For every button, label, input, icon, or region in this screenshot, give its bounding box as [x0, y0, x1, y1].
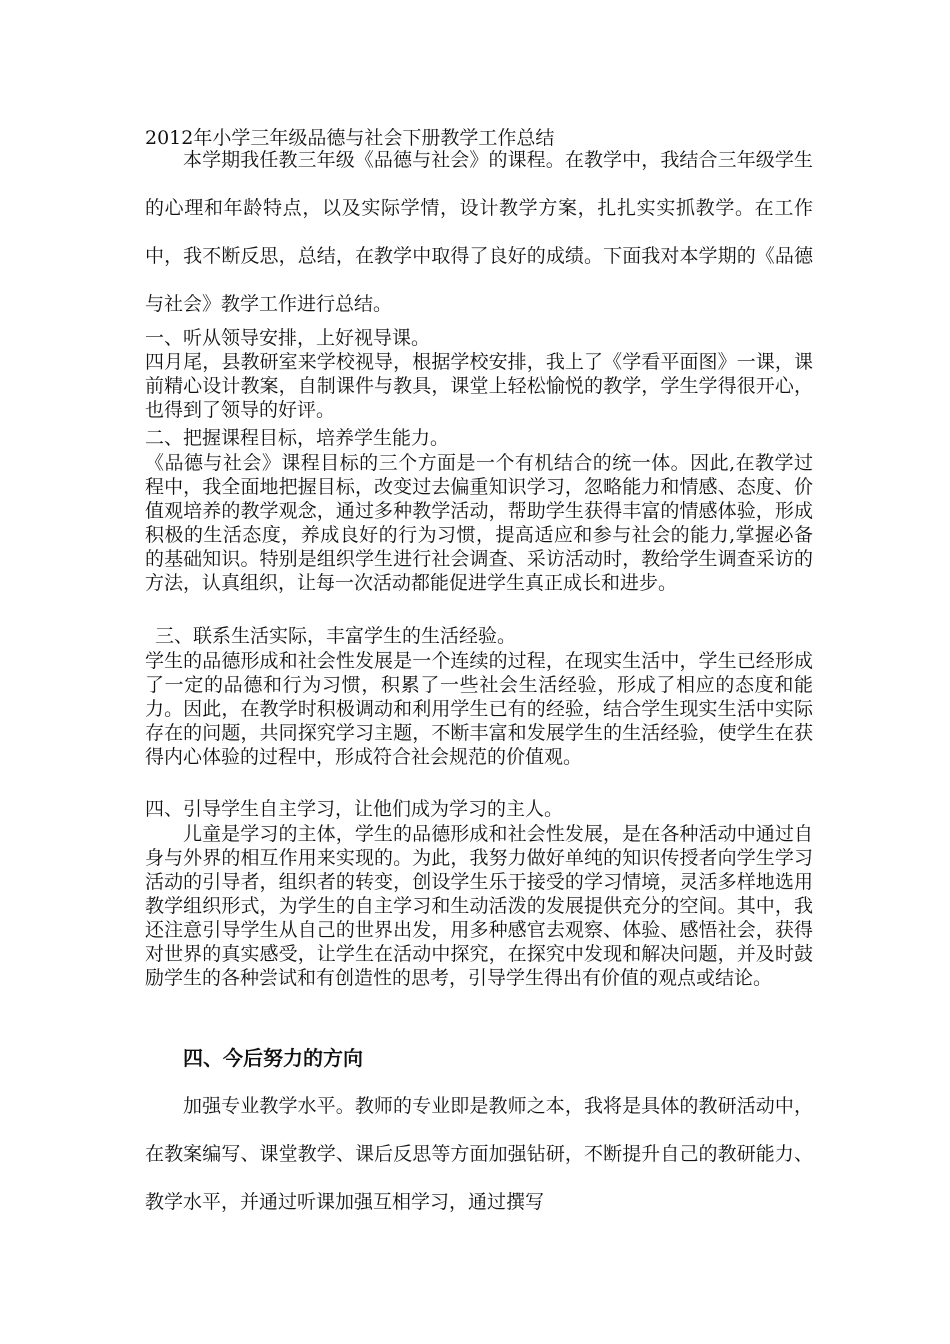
section-3-body: 学生的品德形成和社会性发展是一个连续的过程，在现实生活中，学生已经形成了一定的品德和行为习惯，积累了一些社会生活经验，形成了相应的态度和能力。因此，在教学时积极调动和利用学生已有的经验，结合学生现实生活中实际存在的问题，共同探究学习主题，不断丰富和发展学生的生活经验，使学生在获得内心体验的过程中，形成符合社会规范的价值观。: [145, 650, 813, 768]
section-1-heading: 一、听从领导安排，上好视导课。: [145, 327, 431, 349]
document-title: 2012年小学三年级品德与社会下册教学工作总结: [145, 127, 555, 149]
section-2-heading: 二、把握课程目标，培养学生能力。: [145, 427, 450, 449]
section-2-body: 《品德与社会》课程目标的三个方面是一个有机结合的统一体。因此,在教学过程中，我全面地把握目标，改变过去偏重知识学习，忽略能力和情感、态度、价值观培养的教学观念，通过多种教学活动，帮助学生获得丰富的情感体验，形成积极的生活态度，养成良好的行为习惯，提高适应和参与社会的能力,掌握必备的基础知识。特别是组织学生进行社会调查、采访活动时，教给学生调查采访的方法，认真组织，让每一次活动都能促进学生真正成长和进步。: [145, 452, 813, 594]
section-1-body: 四月尾，县教研室来学校视导，根据学校安排，我上了《学看平面图》一课，课前精心设计教案，自制课件与教具，课堂上轻松愉悦的教学，学生学得很开心，也得到了领导的好评。: [145, 351, 813, 421]
section-4-body: 儿童是学习的主体，学生的品德形成和社会性发展，是在各种活动中通过自身与外界的相互作用来实现的。为此，我努力做好单纯的知识传授者向学生学习活动的引导者，组织者的转变，创设学生乐于接受的学习情境，灵活多样地选用教学组织形式，为学生的自主学习和生动活泼的发展提供充分的空间。其中，我还注意引导学生从自己的世界出发，用多种感官去观察、体验、感悟社会，获得对世界的真实感受，让学生在活动中探究，在探究中发现和解决问题，并及时鼓励学生的各种尝试和有创造性的思考，引导学生得出有价值的观点或结论。: [145, 823, 813, 989]
section-5-heading: 四、今后努力的方向: [183, 1046, 363, 1070]
section-4-heading: 四、引导学生自主学习，让他们成为学习的主人。: [145, 798, 564, 820]
intro-paragraph: 本学期我任教三年级《品德与社会》的课程。在教学中，我结合三年级学生的心理和年龄特点，以及实际学情，设计教学方案，扎扎实实抓教学。在工作中，我不断反思，总结，在教学中取得了良好的成绩。下面我对本学期的《品德与社会》教学工作进行总结。: [145, 149, 813, 315]
section-3-heading: 三、联系生活实际，丰富学生的生活经验。: [155, 625, 517, 647]
section-5-body: 加强专业教学水平。教师的专业即是教师之本，我将是具体的教研活动中，在教案编写、课堂教学、课后反思等方面加强钻研，不断提升自己的教研能力、教学水平，并通过听课加强互相学习，通过撰写: [145, 1095, 813, 1213]
